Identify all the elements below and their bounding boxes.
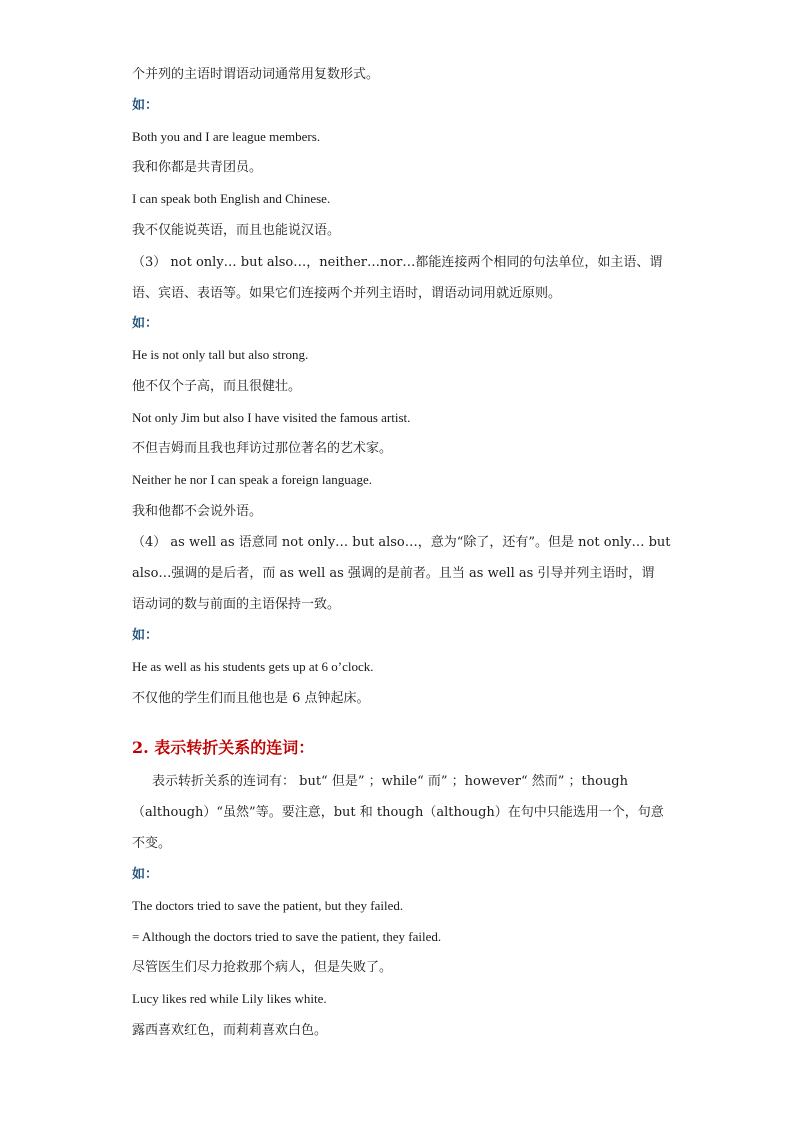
rule-4-text: （4） as well as 语意同 not only… but also…，意为“除了，还有”。但是 not only… but [132,535,671,550]
example-sentence-en: The doctors tried to save the patient, but they failed. [132,898,404,913]
section-2-intro: 不变。 [132,836,172,851]
example-sentence-zh: 不仅他的学生们而且他也是 6 点钟起床。 [132,691,370,706]
example-sentence-en: He is not only tall but also strong. [132,347,309,362]
rule-3-text: 语、宾语、表语等。如果它们连接两个并列主语时，谓语动词用就近原则。 [132,286,562,301]
example-label: 如： [132,98,159,113]
example-label: 如： [132,316,159,331]
section-2-intro: 表示转折关系的连词有： but“ 但是” ；while“ 而” ；however“ 然而” ；though [152,774,628,789]
example-sentence-en: I can speak both English and Chinese. [132,191,331,206]
example-sentence-en: He as well as his students gets up at 6 o’clock. [132,659,374,674]
example-sentence-zh: 我和他都不会说外语。 [132,504,263,519]
example-sentence-zh: 我不仅能说英语，而且也能说汉语。 [132,223,341,238]
rule-3-text: （3） not only… but also…，neither…nor…都能连接两个相同的句法单位，如主语、谓 [132,255,663,270]
intro-tail-text: 个并列的主语时谓语动词通常用复数形式。 [132,67,380,82]
example-sentence-zh: 尽管医生们尽力抢救那个病人，但是失败了。 [132,960,393,975]
example-sentence-zh: 露西喜欢红色，而莉莉喜欢白色。 [132,1023,328,1038]
example-sentence-zh: 他不仅个子高，而且很健壮。 [132,379,302,394]
rule-4-text: also…强调的是后者，而 as well as 强调的是前者。且当 as well as 引导并列主语时，谓 [132,566,655,581]
rule-4-text: 语动词的数与前面的主语保持一致。 [132,597,341,612]
example-sentence-en: Neither he nor I can speak a foreign language. [132,472,373,487]
section-heading: 2. 表示转折关系的连词： [132,738,315,757]
example-sentence-en: = Although the doctors tried to save the patient, they failed. [132,929,442,944]
example-sentence-en: Not only Jim but also I have visited the famous artist. [132,410,411,425]
example-sentence-en: Lucy likes red while Lily likes white. [132,991,327,1006]
example-label: 如： [132,628,159,643]
section-2-intro: （although）“虽然”等。要注意，but 和 though（although）在句中只能选用一个，句意 [132,805,664,820]
example-sentence-zh: 不但吉姆而且我也拜访过那位著名的艺术家。 [132,441,393,456]
example-sentence-zh: 我和你都是共青团员。 [132,160,263,175]
example-label: 如： [132,867,159,882]
example-sentence-en: Both you and I are league members. [132,129,321,144]
